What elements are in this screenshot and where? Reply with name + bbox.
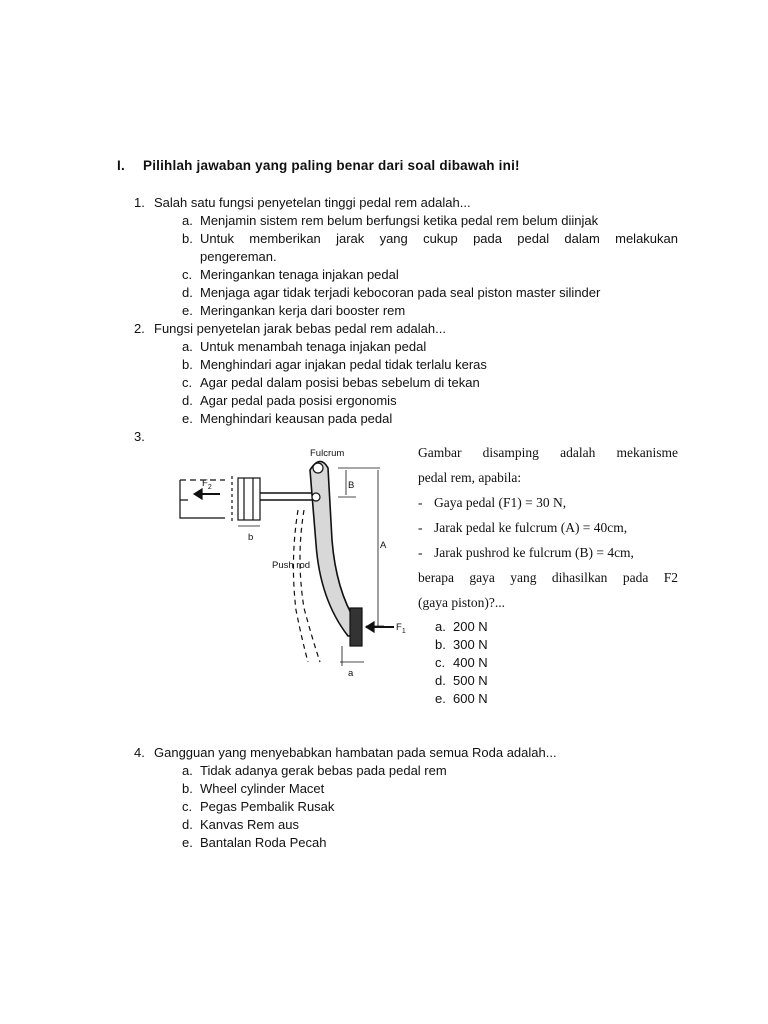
question-3-text: [418, 440, 678, 615]
option-c: c. 400 N: [435, 655, 488, 670]
question-text: Fungsi penyetelan jarak bebas pedal rem adalah...: [154, 321, 446, 336]
question-text: Salah satu fungsi penyetelan tinggi pedal rem adalah...: [154, 195, 471, 210]
b-lower-label: b: [248, 532, 254, 543]
question-1-options: [182, 212, 678, 320]
option-b: b. Menghindari agar injakan pedal tidak terlalu keras: [182, 357, 487, 372]
question-2-options: [182, 338, 678, 428]
question-text: Gangguan yang menyebabkan hambatan pada semua Roda adalah...: [154, 745, 557, 760]
piston: [238, 478, 260, 520]
b-label: B: [348, 480, 355, 491]
option-e: e. Bantalan Roda Pecah: [182, 835, 327, 850]
option-a: a. Menjamin sistem rem belum berfungsi ketika pedal rem belum diinjak: [182, 213, 599, 228]
option-a: a. 200 N: [435, 619, 488, 634]
option-d: d. Menjaga agar tidak terjadi kebocoran pada seal piston master silinder: [182, 285, 601, 300]
option-c: c. Meringankan tenaga injakan pedal: [182, 267, 399, 282]
question-3-options: [435, 618, 555, 708]
question-4-options: [182, 762, 678, 852]
option-d: d. Agar pedal pada posisi ergonomis: [182, 393, 397, 408]
option-d: d. Kanvas Rem aus: [182, 817, 299, 832]
question-number: 1.: [134, 195, 145, 210]
q3-item-3: - Jarak pushrod ke fulcrum (B) = 4cm,: [418, 545, 634, 560]
fulcrum-label: Fulcrum: [310, 448, 345, 459]
q3-intro-line-1: Gambar disamping adalah mekanisme: [418, 445, 678, 460]
f2-label: $F_2$: [202, 478, 212, 491]
q3-item-2: - Jarak pedal ke fulcrum (A) = 40cm,: [418, 520, 628, 535]
brake-pedal-diagram: [170, 440, 410, 685]
a-lower-label: a: [348, 668, 354, 679]
q3-question-line-2: (gaya piston)?...: [418, 595, 505, 610]
option-c: c. Agar pedal dalam posisi bebas sebelum di tekan: [182, 375, 480, 390]
option-d: d. 500 N: [435, 673, 488, 688]
section-heading: [117, 158, 520, 173]
push-rod-label: Push rod: [272, 560, 311, 571]
section-number: I.: [117, 158, 125, 173]
option-b: b. 300 N: [435, 637, 488, 652]
q3-question-line-1: berapa gaya yang dihasilkan pada F2: [418, 570, 678, 585]
option-b: b. Untuk memberikan jarak yang cukup pada pedal dalam melakukan pengereman.: [182, 231, 678, 264]
q3-item-1: - Gaya pedal (F1) = 30 N,: [418, 495, 567, 510]
question-number: 3.: [134, 429, 145, 444]
fulcrum-pin: [313, 463, 323, 473]
option-e: e. 600 N: [435, 691, 488, 706]
option-a: a. Tidak adanya gerak bebas pada pedal rem: [182, 763, 447, 778]
option-b: b. Wheel cylinder Macet: [182, 781, 325, 796]
option-c: c. Pegas Pembalik Rusak: [182, 799, 335, 814]
a-label: A: [380, 540, 387, 551]
section-title: Pilihlah jawaban yang paling benar dari soal dibawah ini!: [143, 158, 520, 173]
pedal-pad: [350, 608, 362, 646]
option-a: a. Untuk menambah tenaga injakan pedal: [182, 339, 427, 354]
q3-intro-line-2: pedal rem, apabila:: [418, 470, 522, 485]
pushrod-pin: [312, 493, 320, 501]
option-e: e. Meringankan kerja dari booster rem: [182, 303, 406, 318]
question-number: 4.: [134, 745, 145, 760]
question-number: 2.: [134, 321, 145, 336]
option-e: e. Menghindari keausan pada pedal: [182, 411, 393, 426]
f1-label: $F_1$: [396, 622, 406, 635]
